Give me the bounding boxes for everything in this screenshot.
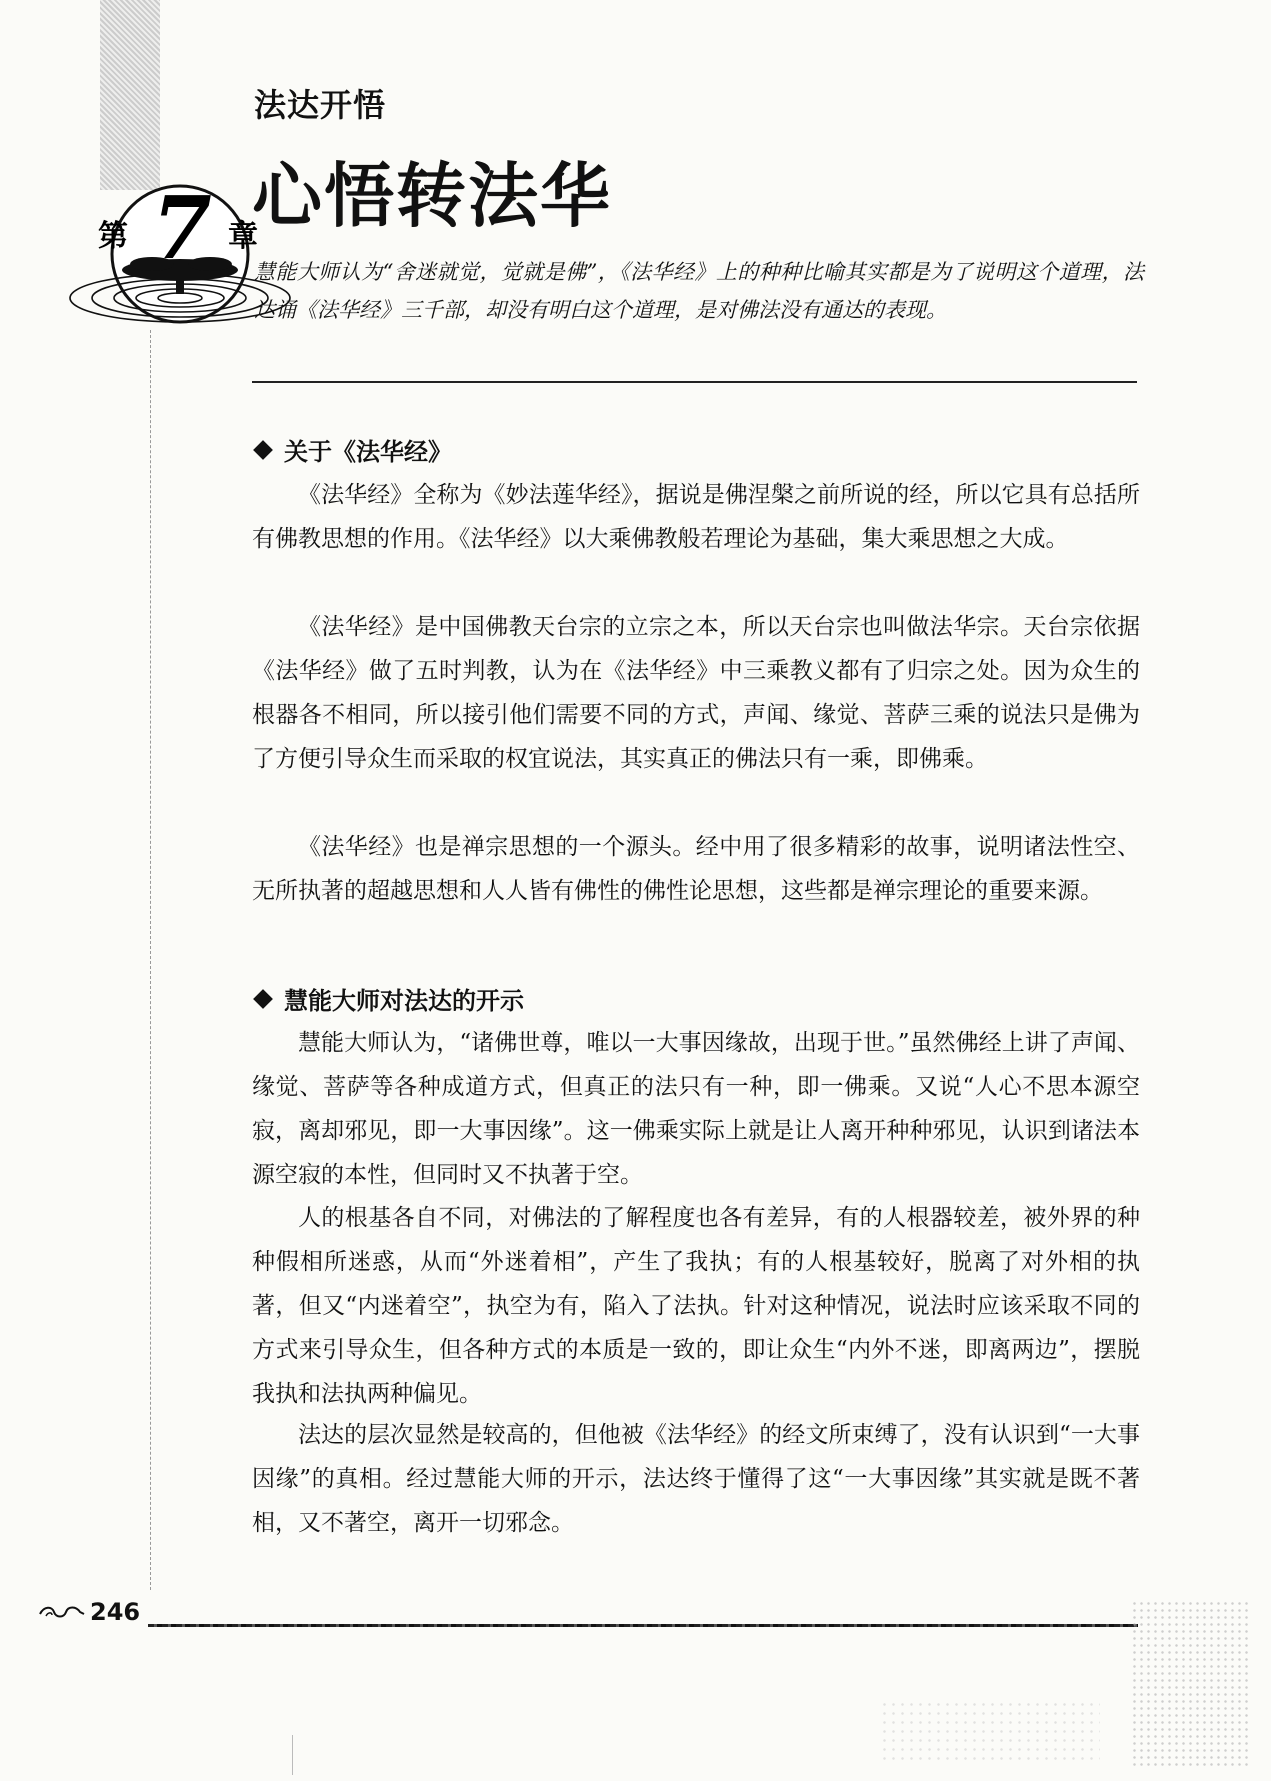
section-heading bbox=[252, 981, 524, 1016]
paragraph: 《法华经》全称为《妙法莲华经》，据说是佛涅槃之前所说的经，所以它具有总括所有佛教思想的作用。《法华经》以大乘佛教般若理论为基础，集大乘思想之大成。 bbox=[252, 482, 1140, 552]
paragraph: 人的根基各自不同，对佛法的了解程度也各有差异，有的人根器较差，被外界的种种假相所迷惑，从而“外迷着相”，产生了我执；有的人根基较好，脱离了对外相的执著，但又“内迷着空”，执空为有，陷入了法执。针对这种情况，说法时应该采取不同的方式来引导众生，但各种方式的本质是一致的，即让众生“内外不迷，即离两边”，摆脱我执和法执两种偏见。 bbox=[252, 1205, 1140, 1407]
chapter-prefix: 第 bbox=[98, 219, 128, 254]
diamond-bullet-icon bbox=[253, 440, 273, 460]
paragraph: 法达的层次显然是较高的，但他被《法华经》的经文所束缚了，没有认识到“一大事因缘”的真相。经过慧能大师的开示，法达终于懂得了这“一大事因缘”其实就是既不著相，又不著空，离开一切邪念。 bbox=[252, 1422, 1140, 1536]
page-number: 246 bbox=[90, 1598, 141, 1626]
scan-noise bbox=[1131, 1600, 1251, 1770]
paragraph: 《法华经》也是禅宗思想的一个源头。经中用了很多精彩的故事，说明诸法性空、无所执著的超越思想和人人皆有佛性的佛性论思想，这些都是禅宗理论的重要来源。 bbox=[252, 834, 1140, 904]
binding-mark bbox=[292, 1735, 293, 1775]
footer-rule bbox=[148, 1624, 1138, 1627]
chapter-intro: 慧能大师认为“舍迷就觉，觉就是佛”，《法华经》上的种种比喻其实都是为了说明这个道理，法达诵《法华经》三千部，却没有明白这个道理，是对佛法没有通达的表现。 bbox=[254, 260, 1144, 322]
page-footer bbox=[38, 1598, 140, 1626]
decorative-side-strip bbox=[100, 0, 160, 190]
page-title: 心悟转法华 bbox=[252, 155, 612, 237]
chapter-kicker: 法达开悟 bbox=[254, 86, 387, 124]
diamond-bullet-icon bbox=[253, 989, 273, 1009]
section-heading-text: 慧能大师对法达的开示 bbox=[284, 987, 524, 1015]
chapter-number: 7 bbox=[152, 178, 212, 279]
section-heading-text: 关于《法华经》 bbox=[284, 438, 452, 466]
cloud-swirl-icon bbox=[38, 1602, 86, 1622]
paragraph: 慧能大师认为，“诸佛世尊，唯以一大事因缘故，出现于世。”虽然佛经上讲了声闻、缘觉、菩萨等各种成道方式，但真正的法只有一种，即一佛乘。又说“人心不思本源空寂，离却邪见，即一大事因缘”。这一佛乘实际上就是让人离开种种邪见，认识到诸法本源空寂的本性，但同时又不执著于空。 bbox=[252, 1030, 1140, 1188]
chapter-suffix: 章 bbox=[228, 219, 258, 254]
scan-noise bbox=[880, 1700, 1100, 1760]
header-divider bbox=[252, 381, 1137, 383]
section-heading bbox=[252, 432, 452, 467]
paragraph: 《法华经》是中国佛教天台宗的立宗之本，所以天台宗也叫做法华宗。天台宗依据《法华经》做了五时判教，认为在《法华经》中三乘教义都有了归宗之处。因为众生的根器各不相同，所以接引他们需要不同的方式，声闻、缘觉、菩萨三乘的说法只是佛为了方便引导众生而采取的权宜说法，其实真正的佛法只有一乘，即佛乘。 bbox=[252, 614, 1140, 772]
margin-guide-line bbox=[150, 330, 151, 1590]
